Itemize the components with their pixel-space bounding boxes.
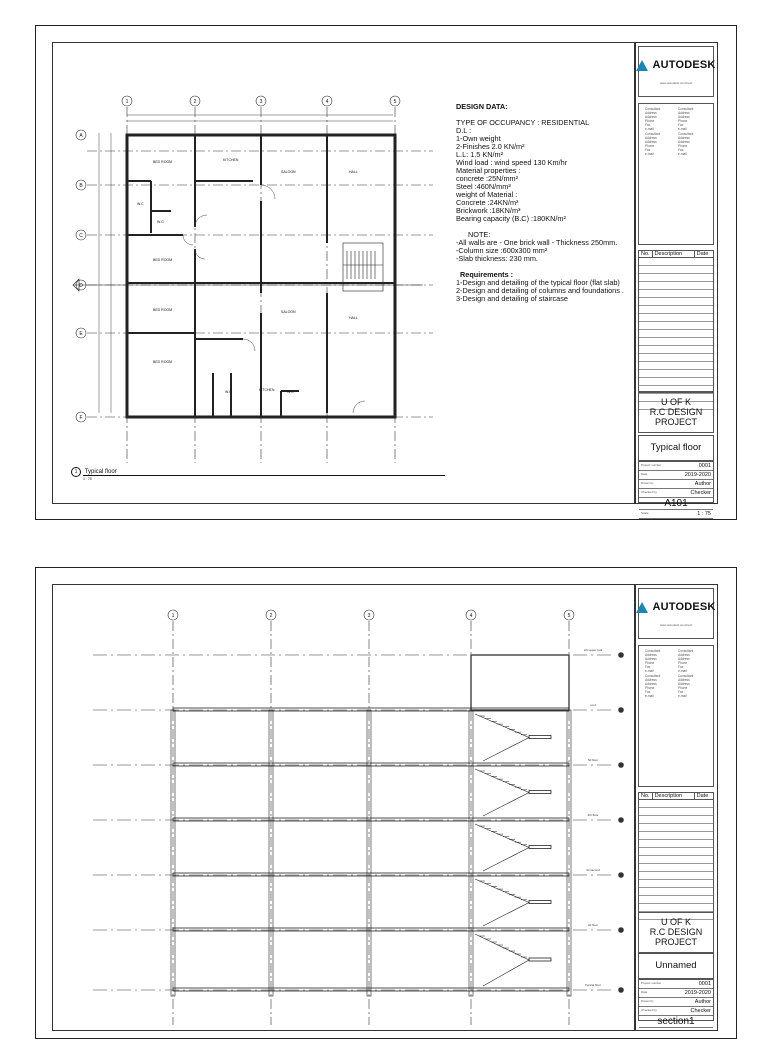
requirement-line: 2-Design and detailing of columns and foundations . [456,286,624,295]
title-block [634,584,718,1031]
grid-label: 1 [125,99,129,105]
design-data-line: Bearing capacity (B.C) :180KN/m² [456,214,566,223]
consultant-contact [645,649,674,673]
note-line: -All walls are - One brick wall - Thickness 250mm. [456,238,618,247]
stair-flight [475,714,529,761]
room-label: HALL [349,170,358,174]
view-title: Typical floor [650,442,702,453]
field-label: Checked by [641,490,657,494]
design-data-line: 2-Finishes 2.0 KN/m² [456,142,525,151]
revision-header [639,793,713,800]
brand-url: www.autodesk.com/revit [659,623,693,627]
level-label: 4th floor [587,813,599,817]
autodesk-logo-icon [636,602,648,613]
room-label: W.C [287,390,294,394]
caption-scale: 1 : 75 [83,477,92,481]
stair-flight [475,824,529,871]
brand-logo: AUTODESK [639,59,713,71]
design-data-line: Concrete :24KN/m³ [456,198,519,207]
view-title-box [638,953,714,979]
contact-line: Fax [645,690,651,694]
contact-line: Phone [678,119,688,123]
field-row [639,480,713,489]
design-data-line: Steel :460N/mm² [456,182,511,191]
revision-col-date: Date [696,793,709,799]
field-value: 0001 [698,463,711,469]
revision-row [639,880,713,888]
revision-row [639,840,713,848]
contact-line: e-mail [678,669,687,673]
revision-col-date: Date [696,251,709,257]
contact-line: Phone [645,144,655,148]
consultant-contact [678,649,707,673]
contact-line: Consultant [645,649,661,653]
grid-label: 1 [171,613,175,619]
contact-line: Address [678,657,690,661]
revision-col-no: No. [639,251,653,257]
grid-label: 5 [567,613,571,619]
design-data-line: Wind load : wind speed 130 Km/hr [456,158,568,167]
design-data-heading: DESIGN DATA: [456,102,508,111]
contact-line: Fax [678,690,684,694]
design-data-line: Material properties : [456,166,521,175]
room-label: W.C [225,390,232,394]
contact-line: Fax [678,148,684,152]
revision-row [639,808,713,816]
consultant-contact [678,107,707,131]
revision-header [639,251,713,258]
stair-flight [475,769,529,816]
field-label: Project number [641,463,662,467]
grid-label: E [79,331,83,337]
revision-row [639,872,713,880]
revision-row [639,354,713,362]
floor-plan [53,43,453,483]
contact-line: Address [678,136,690,140]
grid-label: 4 [325,99,329,105]
sheet-section [35,567,737,1039]
revision-row [639,314,713,322]
contact-line: Consultant [645,674,661,678]
consultants-box [638,645,714,787]
room-label: KITCHEN [223,158,239,162]
contact-line: Phone [678,686,688,690]
stair-landing [529,791,551,794]
revision-row [639,258,713,266]
revision-row [639,330,713,338]
revision-row [639,896,713,904]
view-caption [71,467,445,481]
revision-row [639,362,713,370]
room-label: KITCHEN [259,388,275,392]
grid-label: 2 [193,99,197,105]
project-fields [638,979,714,1027]
field-row [639,462,713,471]
contact-line: Address [678,678,690,682]
stair-landing [529,736,551,739]
contact-line: Consultant [678,674,694,678]
room-label: W.C [157,220,164,224]
field-value: Checker [690,490,711,496]
design-data-line: L.L: 1.5 KN/m² [456,150,504,159]
contact-line: Address [645,682,657,686]
design-data-line: concrete :25N/mm² [456,174,519,183]
level-marker [619,928,624,933]
field-row [639,1007,713,1016]
level-marker [619,988,624,993]
grid-label: 4 [469,613,473,619]
design-data-notes [456,103,656,303]
contact-line: Phone [645,686,655,690]
revision-row [639,290,713,298]
consultant-contact [678,132,707,156]
contact-line: Address [678,653,690,657]
contact-line: Phone [678,144,688,148]
project-name-box [638,392,714,433]
project-name-line: U OF K [660,917,691,927]
note-line: -Column size :600x300 mm² [456,246,548,255]
consultant-contact [645,674,674,698]
revision-row [639,338,713,346]
field-value: Checker [690,1008,711,1014]
logo-box [638,46,714,97]
level-label: 2d floor [587,923,599,927]
level-marker [619,873,624,878]
contact-line: Fax [645,665,651,669]
revision-col-description: Description [653,793,695,799]
scale-label: Scale [641,511,649,515]
revision-row [639,864,713,872]
field-label: Checked by [641,1008,657,1012]
contact-line: Address [678,682,690,686]
drawing-area [52,42,636,504]
revision-row [639,282,713,290]
sheet-number: section1 [639,1016,713,1028]
level-marker [619,708,624,713]
contact-line: Address [645,657,657,661]
level-label: 5d floor [587,758,599,762]
view-title-box [638,435,714,461]
design-data-line: TYPE OF OCCUPANCY : RESIDENTIAL [456,118,590,127]
room-label: W.C [137,202,144,206]
consultant-contact [645,132,674,156]
stair-landing [529,901,551,904]
contact-line: Phone [645,661,655,665]
consultant-contact [645,107,674,131]
consultants-box [638,103,714,245]
revision-row [639,904,713,912]
contact-line: e-mail [645,669,654,673]
revision-row [639,306,713,314]
project-fields [638,461,714,517]
level-label: roof [590,703,596,707]
grid-label: 2 [269,613,273,619]
stair-landing [529,958,551,961]
field-row [639,489,713,498]
note-line: -Slab thickness: 230 mm. [456,254,538,263]
section-drawing [53,585,635,1030]
revision-table [638,250,714,392]
project-name-line: U OF K [660,397,691,407]
requirement-line: 3-Design and detailing of staircase [456,294,568,303]
revision-row [639,378,713,386]
field-value: 2019-2020 [684,990,711,996]
scale-row [639,510,713,519]
room-label: HALL [349,316,358,320]
caption-number: 1 [71,467,81,477]
contact-line: Consultant [678,132,694,136]
level-marker [619,818,624,823]
field-value: Author [694,999,711,1005]
brand-logo: AUTODESK [639,601,713,613]
brand-url: www.autodesk.com/revit [659,81,693,85]
contact-line: Fax [645,148,651,152]
grid-label: C [79,233,83,239]
grid-label: 3 [259,99,263,105]
field-label: Date [641,472,648,476]
contact-line: Consultant [678,649,694,653]
level-label: 3d second [586,868,600,872]
contact-line: e-mail [678,152,687,156]
sheet-number: A101 [639,498,713,510]
contact-line: Address [678,140,690,144]
design-data-line: weight of Material : [456,190,518,199]
drawing-area [52,584,636,1031]
grid-label: 5 [393,99,397,105]
room-label: BED ROOM [153,308,173,312]
note-heading: NOTE: [468,230,491,239]
sheet-typical-floor [35,25,737,520]
field-row [639,989,713,998]
view-title: Unnamed [655,960,697,971]
contact-line: Address [645,111,657,115]
revision-row [639,346,713,354]
revision-row [639,800,713,808]
project-name-line: PROJECT [654,937,697,947]
revision-row [639,298,713,306]
contact-line: Address [645,653,657,657]
contact-line: Address [678,111,690,115]
project-name-line: R.C DESIGN [649,407,703,417]
revision-col-no: No. [639,793,653,799]
contact-line: Fax [645,123,651,127]
room-label: BED ROOM [153,160,173,164]
project-name-line: PROJECT [654,417,697,427]
grid-label: B [79,183,83,189]
lift-shaft [471,655,569,710]
consultant-contact [678,674,707,698]
autodesk-logo-icon [636,60,648,71]
contact-line: Phone [645,119,655,123]
field-label: Drawn by [641,999,654,1003]
grid-label: A [79,133,83,139]
contact-line: e-mail [645,152,654,156]
field-label: Project number [641,981,662,985]
level-label: Typical floor [584,983,602,987]
contact-line: Address [645,140,657,144]
field-label: Date [641,990,648,994]
level-marker [619,763,624,768]
contact-line: Phone [678,661,688,665]
contact-line: Fax [678,665,684,669]
revision-row [639,888,713,896]
grid-label: D [79,283,83,289]
revision-col-description: Description [653,251,695,257]
field-value: Author [694,481,711,487]
stair-flight [475,879,529,926]
field-row [639,998,713,1007]
contact-line: e-mail [678,127,687,131]
revision-table [638,792,714,912]
field-value: 0001 [698,981,711,987]
design-data-line: Brickwork :18KN/m³ [456,206,521,215]
field-value: 2019-2020 [684,472,711,478]
title-block [634,42,718,517]
contact-line: Address [645,678,657,682]
level-marker [619,653,624,658]
room-label: BED ROOM [153,360,173,364]
revision-row [639,824,713,832]
contact-line: Consultant [645,107,661,111]
contact-line: Address [678,115,690,119]
revision-row [639,322,713,330]
room-label: SALOON [281,310,296,314]
room-label: SALOON [281,170,296,174]
scale-value: 1 : 75 [697,511,711,517]
requirements-heading: Requirements : [460,270,514,279]
stair-landing [529,846,551,849]
design-data-line: D.L : [456,126,472,135]
contact-line: Consultant [645,132,661,136]
contact-line: e-mail [645,127,654,131]
level-label: Lift upper roof [583,648,603,652]
caption-title: Typical floor [83,469,445,476]
room-label: BED ROOM [153,258,173,262]
revision-row [639,266,713,274]
stair-flight [475,934,529,986]
revision-row [639,848,713,856]
revision-row [639,816,713,824]
requirement-line: 1-Design and detailing of the typical floor (flat slab) [456,278,620,287]
contact-line: Consultant [678,107,694,111]
contact-line: Fax [678,123,684,127]
project-name-box [638,912,714,953]
revision-row [639,274,713,282]
contact-line: e-mail [645,694,654,698]
contact-line: e-mail [678,694,687,698]
revision-row [639,856,713,864]
revision-row [639,370,713,378]
grid-label: 3 [367,613,371,619]
field-row [639,471,713,480]
logo-box [638,588,714,639]
project-name-line: R.C DESIGN [649,927,703,937]
revision-row [639,832,713,840]
field-label: Drawn by [641,481,654,485]
grid-label: F [79,415,83,421]
contact-line: Address [645,115,657,119]
contact-line: Address [645,136,657,140]
field-row [639,980,713,989]
design-data-line: 1-Own weight [456,134,501,143]
